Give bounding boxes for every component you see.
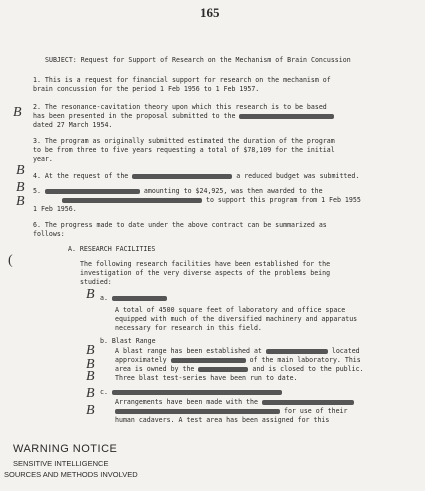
item-c-line-1: Arrangements have been made with the — [115, 398, 354, 406]
margin-mark: B — [86, 287, 95, 302]
para-5-line-2: to support this program from 1 Feb 1955 — [62, 196, 361, 204]
item-c-line-2: for use of their — [115, 407, 348, 415]
para-5-line-1: 5. amounting to $24,925, was then awarded to the — [33, 187, 323, 195]
redaction — [112, 390, 282, 395]
margin-mark: ( — [8, 253, 13, 268]
para-6-line-2: follows: — [33, 230, 65, 238]
item-b-heading: b. Blast Range — [100, 337, 156, 345]
para-1-line-1: 1. This is a request for financial support for research on the mechanism of — [33, 76, 331, 84]
redaction — [112, 296, 167, 301]
para-3-line-3: year. — [33, 155, 53, 163]
item-a-line-2: equipped with much of the diversified machinery and apparatus — [115, 315, 358, 323]
margin-mark: B — [16, 194, 25, 209]
redaction — [171, 358, 246, 363]
margin-mark: B — [86, 369, 95, 384]
margin-mark: B — [86, 386, 95, 401]
redaction — [198, 367, 248, 372]
margin-mark: B — [86, 357, 95, 372]
para-2-line-3: dated 27 March 1954. — [33, 121, 113, 129]
margin-mark: B — [86, 343, 95, 358]
redaction — [262, 400, 354, 405]
intro-line-3: studied: — [80, 278, 112, 286]
item-a-line-1: A total of 4500 square feet of laboratory and office space — [115, 306, 346, 314]
warning-notice: WARNING NOTICE — [13, 443, 118, 455]
redaction — [132, 174, 232, 179]
item-c-heading: c. — [100, 388, 282, 396]
redaction — [239, 114, 334, 119]
para-3-line-2: to be from three to five years requesting a total of $78,109 for the initial — [33, 146, 335, 154]
redaction — [266, 349, 328, 354]
margin-mark: B — [86, 403, 95, 418]
subject-line: SUBJECT: Request for Support of Research on the Mechanism of Brain Concussion — [45, 56, 351, 64]
para-5-line-3: 1 Feb 1956. — [33, 205, 77, 213]
item-c-line-3: human cadavers. A test area has been assigned for this — [115, 416, 330, 424]
item-b-line-1: A blast range has been established at located — [115, 347, 360, 355]
redaction — [45, 189, 140, 194]
intro-line-2: investigation of the very diverse aspects of the problems being — [80, 269, 331, 277]
para-2-line-2: has been presented in the proposal submitted to the — [33, 112, 334, 120]
margin-mark: B — [13, 105, 22, 120]
item-b-line-3: area is owned by the and is closed to the public. — [115, 365, 364, 373]
page-number: 165 — [200, 5, 220, 20]
para-4: 4. At the request of the a reduced budget was submitted. — [33, 172, 360, 180]
item-a-line-3: necessary for research in this field. — [115, 324, 262, 332]
margin-mark: B — [16, 163, 25, 178]
section-a-heading: A. RESEARCH FACILITIES — [68, 245, 156, 253]
item-a-heading: a. — [100, 294, 167, 302]
item-b-line-4: Three blast test-series have been run to date. — [115, 374, 298, 382]
para-1-line-2: brain concussion for the period 1 Feb 1956 to 1 Feb 1957. — [33, 85, 260, 93]
redaction — [115, 409, 280, 414]
warning-line-3: SOURCES AND METHODS INVOLVED — [4, 470, 138, 479]
para-2-line-1: 2. The resonance-cavitation theory upon which this research is to be based — [33, 103, 327, 111]
warning-line-2: SENSITIVE INTELLIGENCE — [13, 459, 109, 468]
margin-mark: B — [16, 180, 25, 195]
para-6-line-1: 6. The progress made to date under the above contract can be summarized as — [33, 221, 327, 229]
intro-line-1: The following research facilities have been established for the — [80, 260, 331, 268]
para-3-line-1: 3. The program as originally submitted estimated the duration of the program — [33, 137, 335, 145]
redaction — [62, 198, 202, 203]
item-b-line-2: approximately of the main laboratory. This — [115, 356, 361, 364]
